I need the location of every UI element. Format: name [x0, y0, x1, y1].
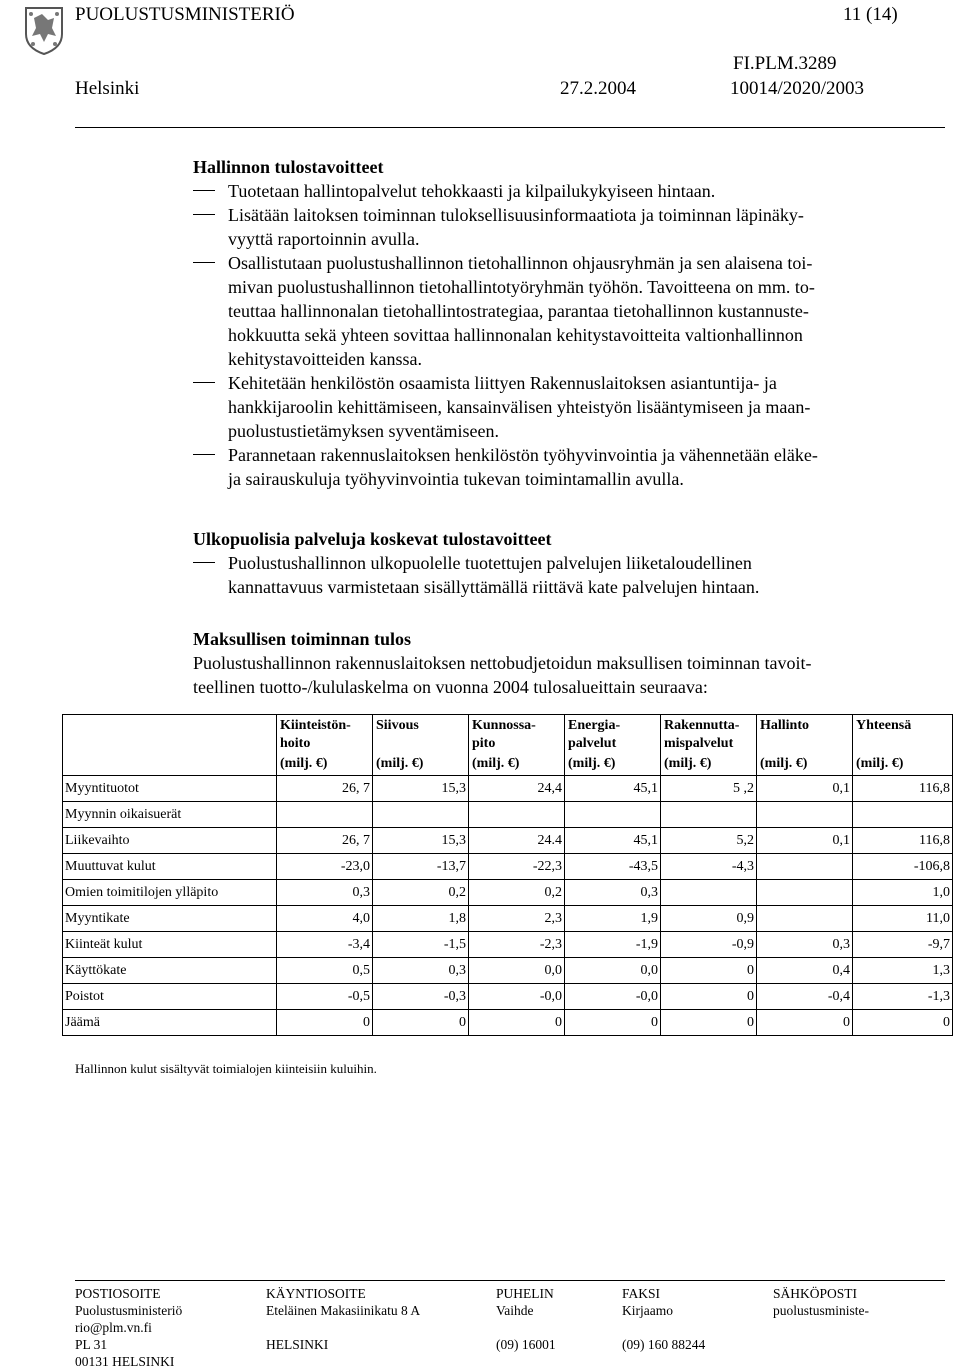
bullet-line: hokkuutta sekä yhteen sovittaa hallinnonalan kehitystavoitteita valtionhallinnon	[228, 325, 803, 345]
table-cell	[469, 802, 565, 828]
bullet-item	[193, 371, 953, 443]
table-cell: 0,1	[757, 828, 853, 854]
table-cell: -0,3	[373, 984, 469, 1010]
table-cell: 45,1	[565, 828, 661, 854]
table-cell	[277, 802, 373, 828]
table-cell: -13,7	[373, 854, 469, 880]
bullet-line: kehitystavoitteiden kanssa.	[228, 349, 422, 369]
bullet-line: vyyttä raportoinnin avulla.	[228, 229, 420, 249]
table-cell: -43,5	[565, 854, 661, 880]
table-cell: 2,3	[469, 906, 565, 932]
table-cell: 0,3	[565, 880, 661, 906]
table-cell: 0	[853, 1010, 953, 1036]
section-title: Hallinnon tulostavoitteet	[193, 157, 384, 177]
section-admin-goals	[193, 155, 953, 491]
row-label: Muuttuvat kulut	[63, 854, 277, 880]
coat-of-arms-logo	[22, 4, 66, 56]
table-cell: 5 ,2	[661, 776, 757, 802]
row-label: Kiinteät kulut	[63, 932, 277, 958]
table-cell	[661, 802, 757, 828]
table-cell: -0,9	[661, 932, 757, 958]
table-row	[63, 880, 953, 906]
table-cell: -23,0	[277, 854, 373, 880]
column-header: Kunnossa- pito (milj. €)	[469, 715, 565, 776]
table-cell: 1,3	[853, 958, 953, 984]
table-cell: -1,3	[853, 984, 953, 1010]
table-cell: 1,8	[373, 906, 469, 932]
bullet-line: teuttaa hallinnonalan tietohallintostrategiaa, parantaa tietohallinnon kustannuste-	[228, 301, 809, 321]
table-cell	[757, 802, 853, 828]
table-cell: 0,4	[757, 958, 853, 984]
table-row	[63, 958, 953, 984]
bullet-line: kannattavuus varmistetaan sisällyttämällä riittävä kate palvelujen hintaan.	[228, 577, 760, 597]
dash-bullet-icon	[193, 214, 215, 215]
row-label: Poistot	[63, 984, 277, 1010]
bullet-line: ja sairauskuluja työhyvinvointia tukevan toimintamallin avulla.	[228, 469, 684, 489]
footer-email: SÄHKÖPOSTI puolustusministe-	[773, 1286, 870, 1318]
table-cell: 0,0	[469, 958, 565, 984]
bullet-line: Parannetaan rakennuslaitoksen henkilöstön työhyvinvointia ja vähennetään eläke-	[228, 445, 818, 465]
dash-bullet-icon	[193, 262, 215, 263]
column-header: Kiinteistön- hoito (milj. €)	[277, 715, 373, 776]
footer-fax: FAKSI Kirjaamo (09) 160 88244	[622, 1286, 706, 1352]
table-cell: 1,0	[853, 880, 953, 906]
header-page-number: 11 (14)	[843, 4, 898, 25]
table-cell	[757, 880, 853, 906]
table-cell: 5,2	[661, 828, 757, 854]
table-cell: 116,8	[853, 776, 953, 802]
column-header: Yhteensä (milj. €)	[853, 715, 953, 776]
bullet-line: hankkijaroolin kehittämiseen, kansainvälisen yhteistyön lisääntymiseen ja maan-	[228, 397, 811, 417]
bullet-item	[193, 251, 953, 371]
table-cell: 1,9	[565, 906, 661, 932]
row-label: Omien toimitilojen ylläpito	[63, 880, 277, 906]
table-cell: 0,9	[661, 906, 757, 932]
row-label: Jäämä	[63, 1010, 277, 1036]
footer-postal: POSTIOSOITE Puolustusministeriö rio@plm.vn.fi PL 31 00131 HELSINKI	[75, 1286, 183, 1369]
table-cell: 0	[373, 1010, 469, 1036]
table-footnote: Hallinnon kulut sisältyvät toimialojen kiinteisiin kuluihin.	[75, 1061, 377, 1076]
table-cell: 0,5	[277, 958, 373, 984]
table-cell: 0	[277, 1010, 373, 1036]
table-cell	[565, 802, 661, 828]
profit-loss-table	[62, 714, 953, 1036]
column-header: Energia- palvelut (milj. €)	[565, 715, 661, 776]
row-label: Liikevaihto	[63, 828, 277, 854]
table-cell: 0,2	[373, 880, 469, 906]
table-cell: 24.4	[469, 828, 565, 854]
dash-bullet-icon	[193, 454, 215, 455]
footer-visiting: KÄYNTIOSOITE Eteläinen Makasiinikatu 8 A HELSINKI	[266, 1286, 421, 1352]
section-paid-activity	[193, 627, 953, 699]
column-header: Siivous (milj. €)	[373, 715, 469, 776]
table-cell: -4,3	[661, 854, 757, 880]
table-cell: 15,3	[373, 828, 469, 854]
table-row	[63, 776, 953, 802]
table-cell: 0,3	[373, 958, 469, 984]
table-row	[63, 932, 953, 958]
bullet-item	[193, 203, 953, 251]
bullet-line: Osallistutaan puolustushallinnon tietohallinnon ohjausryhmän ja sen alaisena toi-	[228, 253, 813, 273]
table-cell	[661, 880, 757, 906]
footer-rule	[75, 1280, 945, 1281]
table-cell: 4,0	[277, 906, 373, 932]
row-label: Myyntikate	[63, 906, 277, 932]
bullet-item	[193, 443, 953, 491]
table-cell	[757, 906, 853, 932]
row-label: Myynnin oikaisuerät	[63, 802, 277, 828]
row-label: Käyttökate	[63, 958, 277, 984]
bullet-line: puolustustietämyksen syventämiseen.	[228, 421, 499, 441]
table-row	[63, 906, 953, 932]
header-doc-code: FI.PLM.3289	[733, 53, 837, 74]
bullet-item	[193, 179, 953, 203]
paragraph-line: Puolustushallinnon rakennuslaitoksen nettobudjetoidun maksullisen toiminnan tavoit-	[193, 653, 812, 673]
table-cell: 0,3	[277, 880, 373, 906]
table-cell: 0,3	[757, 932, 853, 958]
table-cell: 0	[661, 958, 757, 984]
table-cell: -9,7	[853, 932, 953, 958]
table-cell: 0	[469, 1010, 565, 1036]
table-cell: -0,0	[565, 984, 661, 1010]
section-title: Ulkopuolisia palveluja koskevat tulostavoitteet	[193, 529, 552, 549]
table-cell: 45,1	[565, 776, 661, 802]
table-row	[63, 828, 953, 854]
table-cell: -1,9	[565, 932, 661, 958]
table-cell: 0	[565, 1010, 661, 1036]
table-cell: -0,4	[757, 984, 853, 1010]
section-external-goals	[193, 527, 953, 599]
footer-phone: PUHELIN Vaihde (09) 16001	[496, 1286, 556, 1352]
table-cell: 24,4	[469, 776, 565, 802]
table-header-empty	[63, 715, 277, 776]
table-cell: -22,3	[469, 854, 565, 880]
bullet-line: mivan puolustushallinnon tietohallintotyöryhmän työhön. Tavoitteena on mm. to-	[228, 277, 815, 297]
table-cell: 0	[661, 984, 757, 1010]
table-cell: -0,0	[469, 984, 565, 1010]
header-rule	[75, 127, 945, 128]
dash-bullet-icon	[193, 562, 215, 563]
section-title: Maksullisen toiminnan tulos	[193, 629, 412, 649]
bullet-item	[193, 551, 953, 599]
table-cell: 0,2	[469, 880, 565, 906]
table-row	[63, 1010, 953, 1036]
table-cell: 0,1	[757, 776, 853, 802]
table-cell	[853, 802, 953, 828]
table-row	[63, 802, 953, 828]
table-cell: 11,0	[853, 906, 953, 932]
table-cell: 116,8	[853, 828, 953, 854]
column-header: Rakennutta- mispalvelut (milj. €)	[661, 715, 757, 776]
table-cell: 26, 7	[277, 828, 373, 854]
paragraph-line: teellinen tuotto-/kululaskelma on vuonna 2004 tulosalueittain seuraava:	[193, 677, 708, 697]
table-cell: 0	[757, 1010, 853, 1036]
table-cell: 0	[661, 1010, 757, 1036]
table-cell: 15,3	[373, 776, 469, 802]
row-label: Myyntituotot	[63, 776, 277, 802]
table-cell: 0,0	[565, 958, 661, 984]
dash-bullet-icon	[193, 382, 215, 383]
header-date: 27.2.2004	[560, 78, 636, 99]
table-cell	[757, 854, 853, 880]
table-cell: -106,8	[853, 854, 953, 880]
table-cell: -3,4	[277, 932, 373, 958]
dash-bullet-icon	[193, 190, 215, 191]
column-header: Hallinto (milj. €)	[757, 715, 853, 776]
bullet-line: Tuotetaan hallintopalvelut tehokkaasti ja kilpailukykyiseen hintaan.	[228, 181, 716, 201]
bullet-line: Lisätään laitoksen toiminnan tuloksellisuusinformaatiota ja toiminnan läpinäky-	[228, 205, 804, 225]
header-reference: 10014/2020/2003	[730, 78, 865, 99]
table-row	[63, 984, 953, 1010]
bullet-line: Kehitetään henkilöstön osaamista liittyen Rakennuslaitoksen asiantuntija- ja	[228, 373, 777, 393]
table-cell: -2,3	[469, 932, 565, 958]
table-cell	[373, 802, 469, 828]
table-row	[63, 854, 953, 880]
table-header-row	[63, 715, 953, 776]
table-cell: -0,5	[277, 984, 373, 1010]
header-place: Helsinki	[75, 78, 140, 99]
header-org: PUOLUSTUSMINISTERIÖ	[75, 4, 295, 25]
bullet-line: Puolustushallinnon ulkopuolelle tuotettujen palvelujen liiketaloudellinen	[228, 553, 752, 573]
table-cell: 26, 7	[277, 776, 373, 802]
table-cell: -1,5	[373, 932, 469, 958]
